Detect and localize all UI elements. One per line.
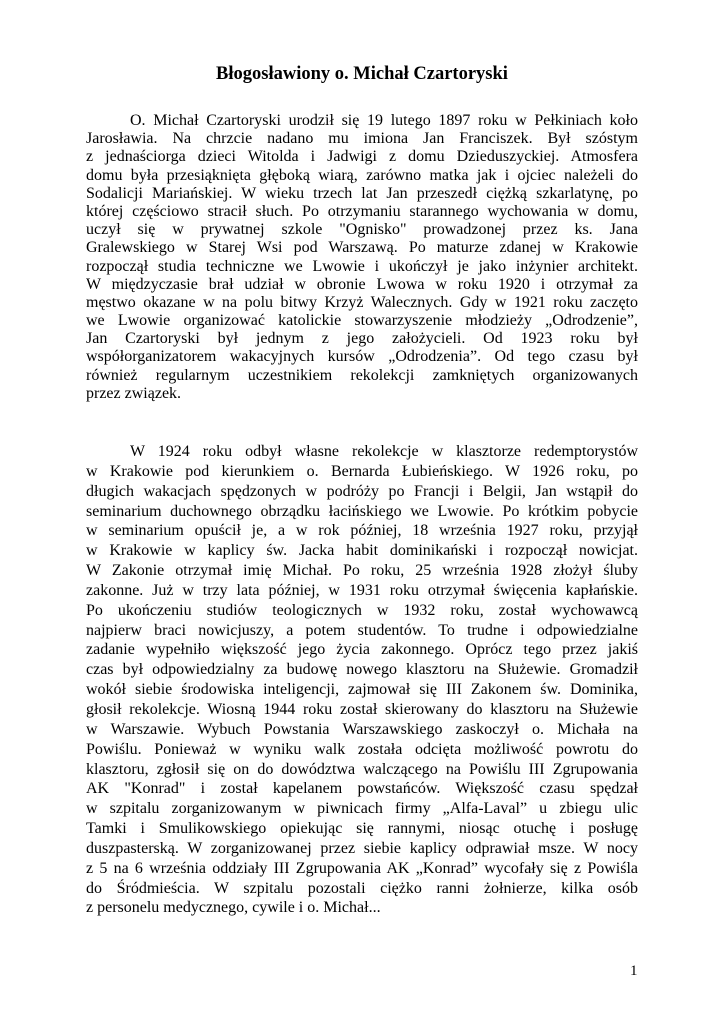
text-line: z jednaściorga dzieci Witolda i Jadwigi z domu Dzieduszyckiej. Atmosfera [86,148,638,166]
text-line: W 1924 roku odbył własne rekolekcje w klasztorze redemptorystów [130,443,638,460]
text-line: W Zakonie otrzymał imię Michał. Po roku, 25 września 1928 złożył śluby [86,562,638,580]
text-line: długich wakacjach spędzonych w podróży po Francji i Belgii, Jan wstąpił do [86,482,638,500]
text-line: Jan Czartoryski był jednym z jego założycieli. Od 1923 roku był [86,330,638,348]
text-line: z personelu medycznego, cywile i o. Michał... [86,899,381,917]
text-line: domu była przesiąknięta głęboką wiarą, zarówno matka jak i ojciec należeli do [86,166,638,184]
text-line: do Śródmieścia. W szpitalu pozostali ciężko ranni żołnierze, kilka osób [86,879,638,897]
text-line: Jarosławia. Na chrzcie nadano mu imiona Jan Franciszek. Był szóstym [86,130,638,148]
text-line: AK "Konrad" i został kapelanem powstańców. Większość czasu spędzał [86,780,638,798]
text-line: zadanie wypełniło większość jego życia zakonnego. Oprócz tego przez jakiś [86,641,638,659]
text-line: O. Michał Czartoryski urodził się 19 lutego 1897 roku w Pełkiniach koło [130,112,638,129]
text-line: najpierw braci nowicjuszy, a potem studentów. To trudne i odpowiedzialne [86,621,638,639]
text-line: Tamki i Smulikowskiego opiekując się rannymi, niosąc otuchę i posługę [86,820,638,838]
text-line: rozpoczął studia techniczne we Lwowie i ukończył je jako inżynier architekt. [86,257,638,275]
text-line: współorganizatorem wakacyjnych kursów „Odrodzenia”. Od tego czasu był [86,348,638,366]
page-number: 1 [630,963,638,979]
text-line: w Krakowie pod kierunkiem o. Bernarda Łubieńskiego. W 1926 roku, po [86,462,638,480]
text-line: Po ukończeniu studiów teologicznych w 1932 roku, został wychowawcą [86,601,638,619]
text-line: Gralewskiego w Starej Wsi pod Warszawą. Po maturze zdanej w Krakowie [86,239,638,257]
text-line: Powiślu. Ponieważ w wyniku walk została odcięta możliwość powrotu do [86,740,638,758]
text-line: męstwo okazane w na polu bitwy Krzyż Walecznych. Gdy w 1921 roku zaczęto [86,293,638,311]
text-line: zakonne. Już w trzy lata później, w 1931 roku otrzymał święcenia kapłańskie. [86,581,638,599]
text-line: przez związek. [86,384,182,402]
text-line: w Krakowie w kaplicy św. Jacka habit dominikański i rozpoczął nowicjat. [86,542,638,560]
text-line: wokół siebie środowiska inteligencji, zajmował się III Zakonem św. Dominika, [86,681,638,699]
text-line: w Warszawie. Wybuch Powstania Warszawskiego zaskoczył o. Michała na [86,720,638,738]
text-line: w seminarium opuścił je, a w rok później, 18 września 1927 roku, przyjął [86,522,638,540]
text-line: we Lwowie organizować katolickie stowarzyszenie młodzieży „Odrodzenie”, [86,312,638,330]
text-line: której częściowo stracił słuch. Po otrzymaniu starannego wychowania w domu, [86,202,638,220]
text-line: klasztoru, zgłosił się on do dowództwa walczącego na Powiślu III Zgrupowania [86,760,638,778]
text-line: W międzyczasie brał udział w obronie Lwowa w roku 1920 i otrzymał za [86,275,638,293]
text-line: głosił rekolekcje. Wiosną 1944 roku został skierowany do klasztoru na Służewie [86,700,638,718]
text-line: również regularnym uczestnikiem rekolekcji zamkniętych organizowanych [86,366,638,384]
paragraph-2 [86,442,638,918]
text-line: czas był odpowiedzialny za budowę nowego klasztoru na Służewie. Gromadził [86,661,638,679]
text-line: Sodalicji Mariańskiej. W wieku trzech lat Jan przeszedł ciężką szkarlatynę, po [86,184,638,202]
text-line: w szpitalu zorganizowanym w piwnicach firmy „Alfa-Laval” u zbiegu ulic [86,800,638,818]
text-line: z 5 na 6 września oddziały III Zgrupowania AK „Konrad” wycofały się z Powiśla [86,859,638,877]
text-line: duszpasterską. W zorganizowanej przez siebie kaplicy odprawiał msze. W nocy [86,839,638,857]
paragraph-1 [86,112,638,403]
document-title: Błogosławiony o. Michał Czartoryski [216,64,508,84]
text-line: uczył się w prywatnej szkole "Ognisko" prowadzonej przez ks. Jana [86,221,638,239]
text-line: seminarium duchownego obrządku łacińskiego we Lwowie. Po krótkim pobycie [86,502,638,520]
